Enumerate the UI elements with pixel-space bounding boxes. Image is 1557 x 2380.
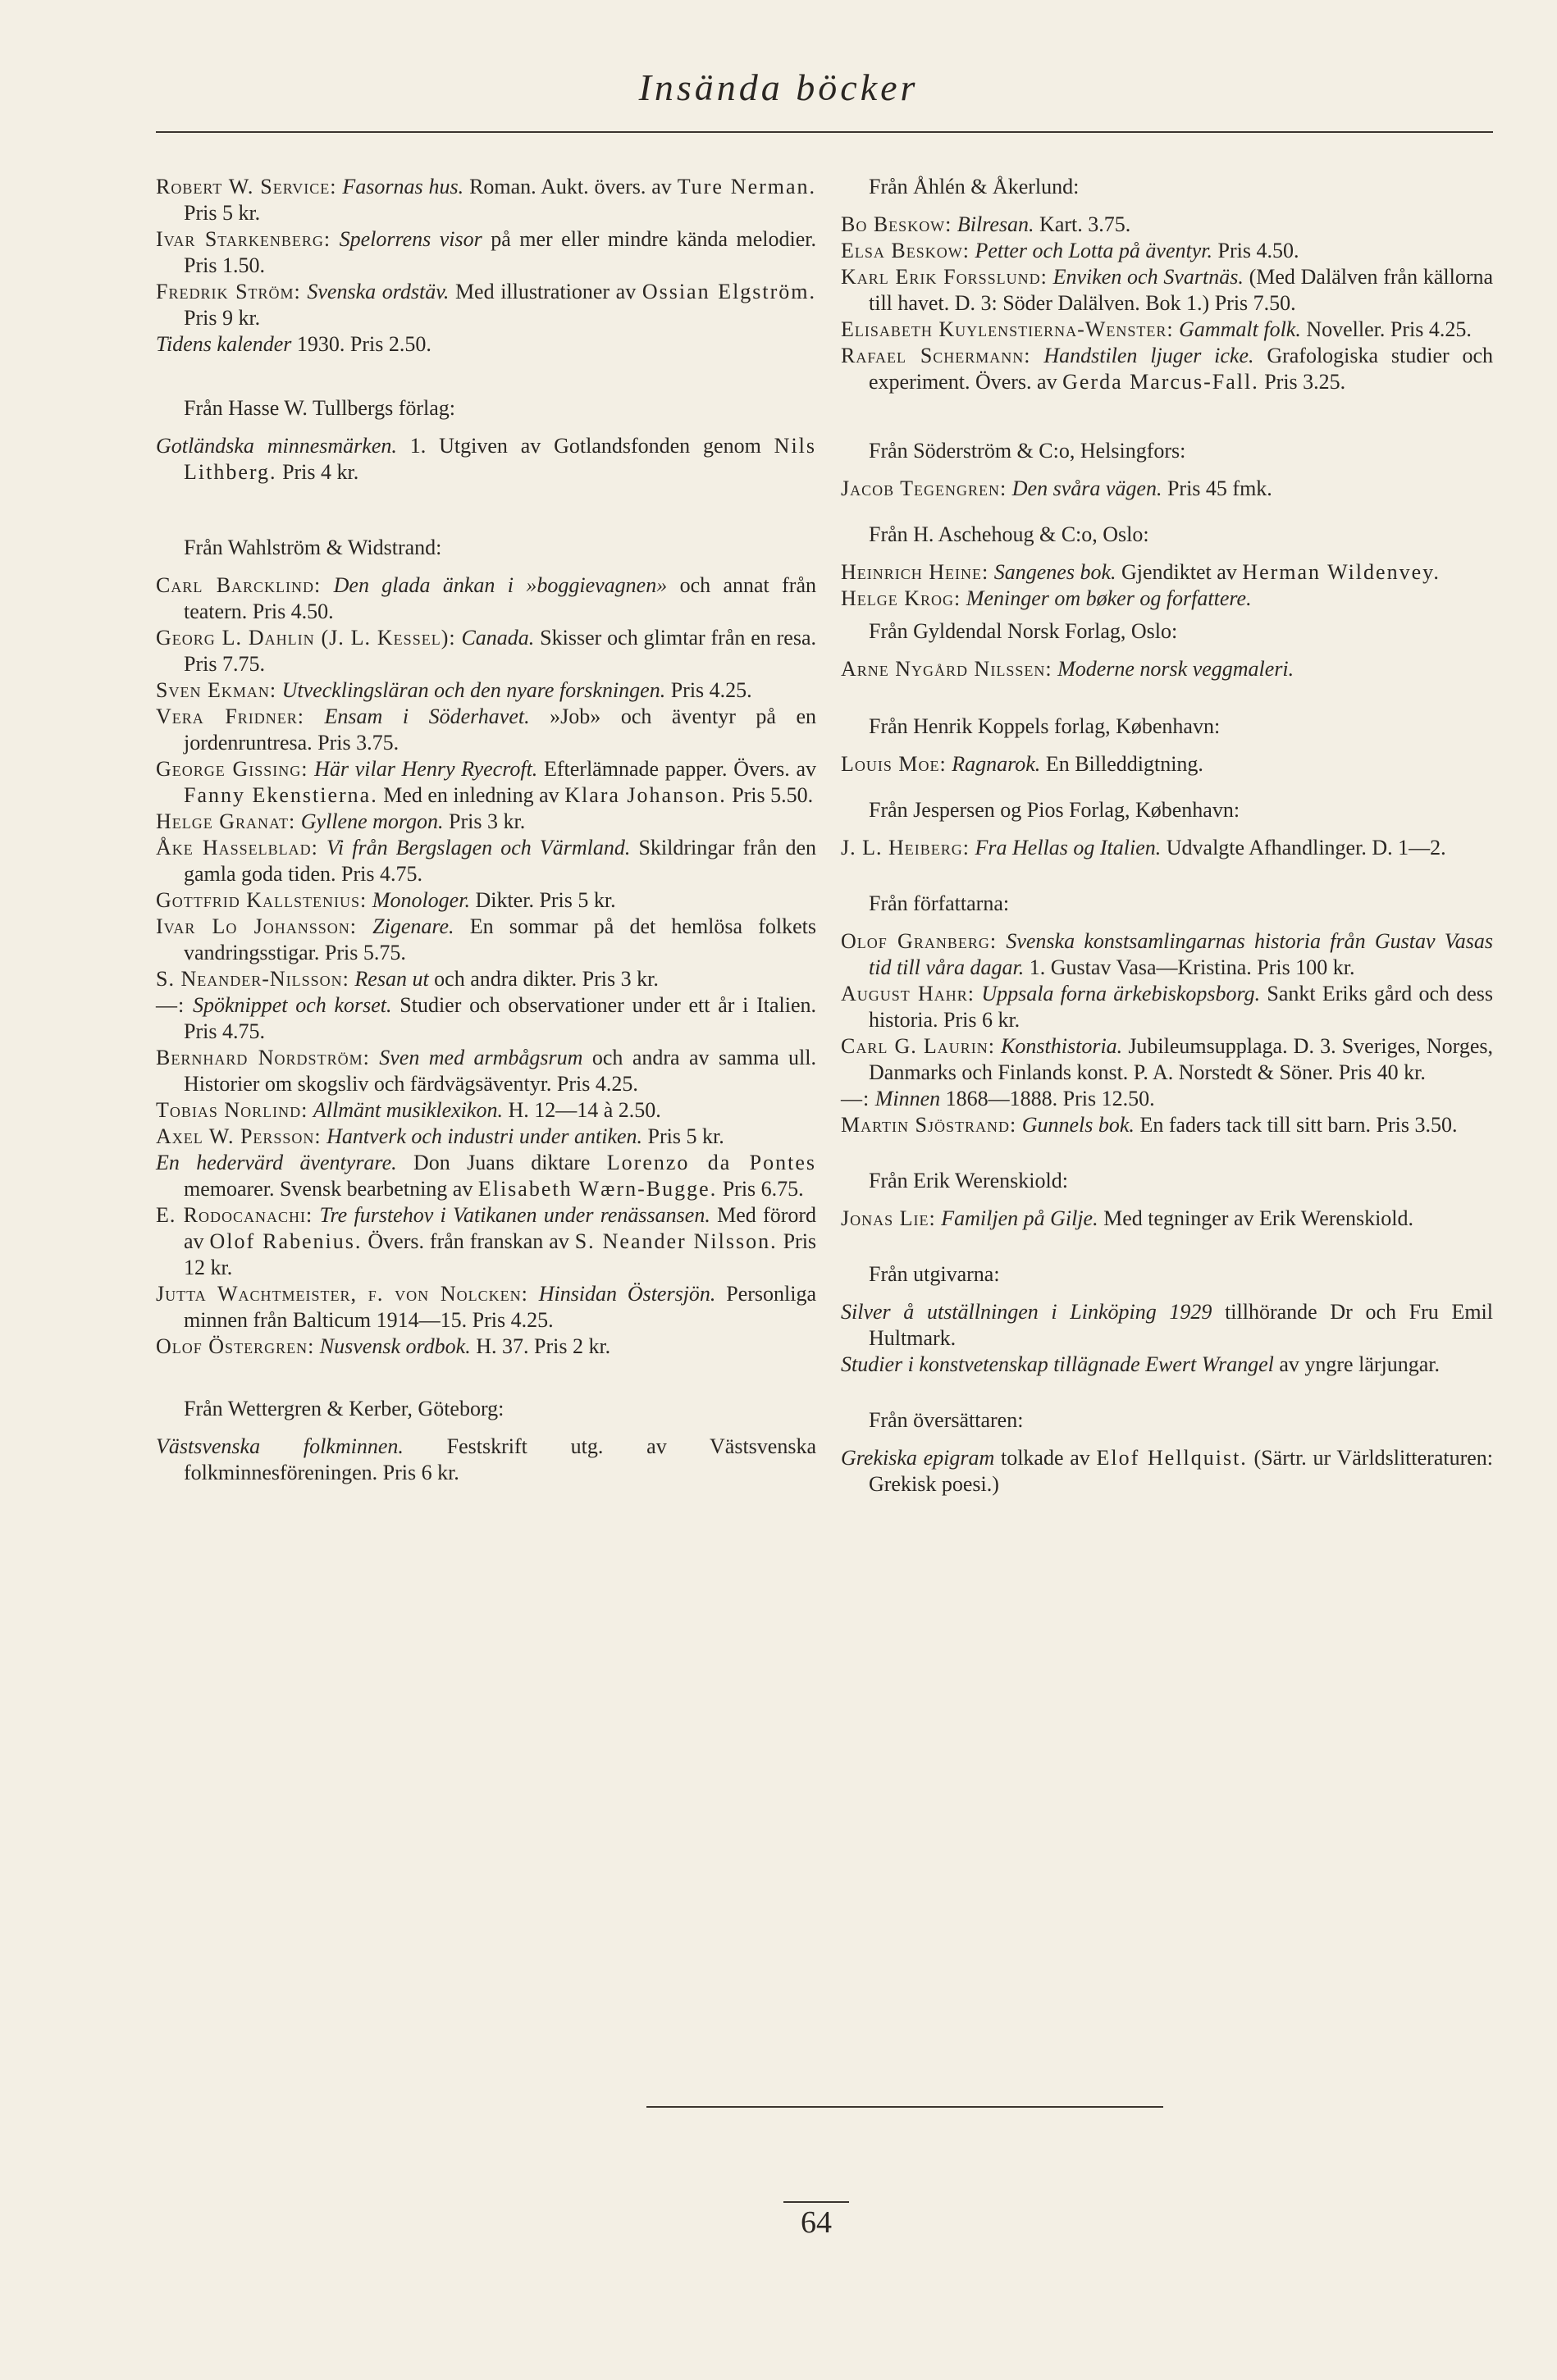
book-author: Carl Barcklind: (156, 573, 322, 597)
book-author: Rafael Schermann: (841, 344, 1031, 367)
book-author: Ivar Lo Johansson: (156, 914, 357, 938)
book-details: H. 37. Pris 2 kr. (476, 1334, 611, 1358)
book-details: Dikter. Pris 5 kr. (475, 888, 616, 912)
book-entry (841, 559, 1493, 586)
publisher-heading: Från Wettergren & Kerber, Göteborg: (184, 1397, 505, 1420)
book-title: Svenska konstsamlingarnas historia från Gustav Vasas tid till våra dagar. (869, 929, 1493, 979)
book-details: En sommar på det hemlösa folkets vandringsstigar. Pris 5.75. (184, 914, 817, 964)
book-entry (156, 1045, 816, 1097)
book-details: Grafologiska studier och experiment. Övers. av (869, 344, 1493, 394)
book-details: av yngre lärjungar. (1279, 1352, 1441, 1376)
book-title: Uppsala forna ärkebiskopsborg. (981, 982, 1261, 1005)
book-entry (156, 1434, 816, 1486)
book-title: Zigenare. (372, 914, 454, 938)
book-author: Jacob Tegengren: (841, 476, 1007, 500)
book-title: Ragnarok. (952, 752, 1041, 776)
publisher-heading: Från Hasse W. Tullbergs förlag: (184, 396, 456, 420)
book-author: Elsa Beskow: (841, 239, 970, 262)
publisher-heading: Från författarna: (869, 891, 1010, 915)
book-title: Utvecklingsläran och den nyare forskningen. (281, 678, 666, 702)
book-author: August Hahr: (841, 982, 975, 1005)
page-number-rule (783, 2201, 849, 2203)
publisher-heading: Från Gyldendal Norsk Forlag, Oslo: (869, 619, 1178, 643)
book-title: Sangenes bok. (993, 560, 1116, 584)
book-author: Axel W. Persson: (156, 1124, 322, 1148)
book-details: Pris 4.50. (1217, 239, 1299, 262)
book-title: Studier i konstvetenskap tillägnade Ewert Wrangel (841, 1352, 1274, 1376)
book-title: Canada. (461, 626, 535, 650)
book-entry (841, 981, 1493, 1033)
book-details: Efterlämnade papper. Övers. av (544, 757, 817, 781)
book-title: Tidens kalender (156, 332, 292, 356)
book-author: Heinrich Heine: (841, 560, 989, 584)
book-details: »Job» och äventyr på en jordenruntresa. Pris 3.75. (184, 704, 817, 755)
book-title: Gunnels bok. (1021, 1113, 1135, 1137)
book-person: Lorenzo da Pontes (606, 1151, 816, 1174)
book-details: Studier och observationer under ett år i Italien. Pris 4.75. (184, 993, 817, 1043)
book-author: S. Neander-Nilsson: (156, 967, 349, 991)
book-person: Ture Nerman. (677, 175, 817, 198)
book-details: Sankt Eriks gård och dess historia. Pris 6 kr. (869, 982, 1494, 1032)
book-title: Spöknippet och korset. (192, 993, 392, 1017)
book-person: S. Neander Nilsson. (574, 1229, 778, 1253)
book-title: Svenska ordstäv. (307, 280, 450, 303)
page-number: 64 (801, 2205, 832, 2240)
book-author: Fredrik Ström: (156, 280, 301, 303)
book-details: Med förord av (184, 1203, 817, 1253)
book-author: Martin Sjöstrand: (841, 1113, 1017, 1137)
book-details: H. 12—14 à 2.50. (508, 1098, 661, 1122)
book-entry (156, 887, 816, 914)
book-entry (841, 928, 1493, 981)
book-title: Sven med armbågsrum (379, 1046, 583, 1069)
book-title: Handstilen ljuger icke. (1043, 344, 1254, 367)
book-details: Med en inledning av (383, 783, 559, 807)
book-details: Pris 12 kr. (184, 1229, 817, 1279)
book-title: Konsthistoria. (1001, 1034, 1123, 1058)
book-author: Jonas Lie: (841, 1206, 936, 1230)
book-title: Grekiska epigram (841, 1446, 995, 1470)
book-title: En hedervärd äventyrare. (156, 1151, 397, 1174)
book-person: Herman Wildenvey. (1242, 560, 1441, 584)
book-title: Monologer. (372, 888, 470, 912)
header-rule (156, 131, 1493, 133)
book-title: Tre furstehov i Vatikanen under renässansen. (319, 1203, 710, 1227)
page-title: Insända böcker (638, 66, 919, 108)
book-author: —: (156, 993, 185, 1017)
book-person: Elof Hellquist. (1096, 1446, 1248, 1470)
book-details: Udvalgte Afhandlinger. D. 1—2. (1166, 836, 1446, 859)
book-details: Pris 5 kr. (184, 201, 261, 225)
book-title: Minnen (874, 1087, 941, 1110)
book-entry (841, 238, 1493, 264)
book-author: Elisabeth Kuylenstierna-Wenster: (841, 317, 1174, 341)
book-person: Gerda Marcus-Fall. (1062, 370, 1259, 394)
publisher-heading: Från Söderström & C:o, Helsingfors: (869, 439, 1186, 463)
book-details: Roman. Aukt. övers. av (469, 175, 672, 198)
book-title: Bilresan. (957, 212, 1034, 236)
book-details: Med tegninger av Erik Werenskiold. (1103, 1206, 1414, 1230)
book-entry (841, 656, 1493, 682)
publisher-heading: Från utgivarna: (869, 1262, 1000, 1286)
book-person: Elisabeth Wærn-Bugge. (477, 1177, 718, 1201)
book-title: Ensam i Söderhavet. (324, 704, 530, 728)
book-title: Hantverk och industri under antiken. (326, 1124, 643, 1148)
book-details: Jubileumsupplaga. D. 3. Sveriges, Norges, Danmarks och Finlands konst. P. A. Norstedt & Söner. Pris 40 kr. (869, 1034, 1493, 1084)
book-person: Ossian Elgström. (642, 280, 817, 303)
book-title: Spelorrens visor (339, 227, 482, 251)
book-details: och andra av samma ull. Historier om skogsliv och färdvägsäventyr. Pris 4.25. (184, 1046, 816, 1096)
book-title: Allmänt musiklexikon. (313, 1098, 503, 1122)
book-entry (841, 1206, 1493, 1232)
book-author: Helge Granat: (156, 809, 296, 833)
book-entry (156, 174, 816, 226)
book-title: Den svåra vägen. (1011, 476, 1162, 500)
book-details: memoarer. Svensk bearbetning av (184, 1177, 473, 1201)
book-author: Tobias Norlind: (156, 1098, 308, 1122)
book-author: Ivar Starkenberg: (156, 227, 331, 251)
book-title: Moderne norsk veggmaleri. (1057, 657, 1294, 681)
book-details: tolkade av (1000, 1446, 1090, 1470)
book-details: Personliga minnen från Balticum 1914—15. Pris 4.25. (184, 1282, 816, 1332)
book-entry (156, 433, 816, 486)
book-entry (841, 1033, 1493, 1086)
book-details: 1868—1888. Pris 12.50. (945, 1087, 1155, 1110)
book-entry (841, 1112, 1493, 1138)
book-title: Fasornas hus. (342, 175, 464, 198)
book-entry (841, 1445, 1493, 1498)
book-person: Nils Lithberg. (184, 434, 817, 484)
book-title: Nusvensk ordbok. (319, 1334, 471, 1358)
book-details: 1. Utgiven av Gotlandsfonden genom (409, 434, 761, 458)
book-author: J. L. Heiberg: (841, 836, 970, 859)
book-author: Helge Krog: (841, 586, 961, 610)
book-entry (841, 317, 1493, 343)
book-details: Festskrift utg. av Västsvenska folkminnesföreningen. Pris 6 kr. (184, 1434, 816, 1484)
book-entry (156, 1334, 816, 1360)
book-author: Åke Hasselblad: (156, 836, 318, 859)
book-details: Don Juans diktare (413, 1151, 591, 1174)
book-details: (Särtr. ur Världslitteraturen: Grekisk poesi.) (869, 1446, 1494, 1496)
book-entry (156, 914, 816, 966)
book-entry (156, 1202, 816, 1281)
book-entry (841, 343, 1493, 395)
book-author: Sven Ekman: (156, 678, 277, 702)
publisher-heading: Från översättaren: (869, 1408, 1024, 1432)
book-entry (156, 625, 816, 677)
book-details: och annat från teatern. Pris 4.50. (184, 573, 816, 623)
book-details: (Med Dalälven från källorna till havet. D. 3: Söder Dalälven. Bok 1.) Pris 7.50. (869, 265, 1494, 315)
book-entry (156, 677, 816, 704)
book-author: Bernhard Nordström: (156, 1046, 370, 1069)
book-title: Fra Hellas og Italien. (975, 836, 1162, 859)
book-entry (156, 835, 816, 887)
book-title: Gyllene morgon. (300, 809, 444, 833)
book-author: Robert W. Service: (156, 175, 337, 198)
book-details: Pris 4 kr. (282, 460, 359, 484)
bottom-rule (646, 2106, 1163, 2108)
book-author: —: (841, 1087, 870, 1110)
book-details: Gjendiktet av (1121, 560, 1237, 584)
book-entry (841, 835, 1493, 861)
book-entry (156, 1124, 816, 1150)
book-author: Olof Granberg: (841, 929, 998, 953)
book-entry (156, 572, 816, 625)
book-author: Louis Moe: (841, 752, 947, 776)
book-details: Med illustrationer av (454, 280, 637, 303)
book-details: Kart. 3.75. (1039, 212, 1131, 236)
book-author: Arne Nygård Nilssen: (841, 657, 1052, 681)
book-entry (156, 1097, 816, 1124)
book-author: Olof Östergren: (156, 1334, 315, 1358)
book-entry (841, 751, 1493, 777)
book-entry (156, 1150, 816, 1202)
book-title: Här vilar Henry Ryecroft. (314, 757, 538, 781)
book-entry (156, 331, 816, 358)
publisher-heading: Från H. Aschehoug & C:o, Oslo: (869, 522, 1149, 546)
book-title: Vi från Bergslagen och Värmland. (326, 836, 631, 859)
book-title: Familjen på Gilje. (941, 1206, 1098, 1230)
book-author: Vera Fridner: (156, 704, 304, 728)
book-entry (841, 1352, 1493, 1378)
book-details: tillhörande Dr och Fru Emil Hultmark. (869, 1300, 1494, 1350)
book-entry (841, 1299, 1493, 1352)
book-details: 1. Gustav Vasa—Kristina. Pris 100 kr. (1029, 955, 1355, 979)
book-details: Pris 4.25. (670, 678, 752, 702)
publisher-heading: Från Jespersen og Pios Forlag, København: (869, 798, 1240, 822)
book-title: Silver å utställningen i Linköping 1929 (841, 1300, 1212, 1324)
book-entry (156, 966, 816, 992)
book-entry (841, 212, 1493, 238)
book-title: Den glada änkan i »boggievagnen» (333, 573, 668, 597)
publisher-heading: Från Erik Werenskiold: (869, 1169, 1068, 1192)
publisher-heading: Från Wahlström & Widstrand: (184, 536, 442, 559)
book-person: Olof Rabenius. (209, 1229, 363, 1253)
book-entry (156, 809, 816, 835)
book-person: Fanny Ekenstierna. (184, 783, 378, 807)
book-details: Pris 45 fmk. (1167, 476, 1272, 500)
book-entry (156, 756, 816, 809)
book-entry (156, 226, 816, 279)
book-details: Pris 5.50. (732, 783, 814, 807)
book-details: på mer eller mindre kända melodier. Pris 1.50. (184, 227, 816, 277)
book-entry (156, 1281, 816, 1334)
book-details: Skildringar från den gamla goda tiden. Pris 4.75. (184, 836, 817, 886)
book-title: Petter och Lotta på äventyr. (975, 239, 1213, 262)
book-title: Gammalt folk. (1179, 317, 1301, 341)
book-details: Pris 9 kr. (184, 306, 261, 330)
publisher-heading: Från Henrik Koppels forlag, København: (869, 714, 1221, 738)
book-author: E. Rodocanachi: (156, 1203, 313, 1227)
book-details: En faders tack till sitt barn. Pris 3.50. (1139, 1113, 1458, 1137)
book-author: Georg L. Dahlin (J. L. Kessel): (156, 626, 456, 650)
book-details: Övers. från franskan av (368, 1229, 569, 1253)
book-details: 1930. Pris 2.50. (296, 332, 431, 356)
book-person: Klara Johanson. (564, 783, 727, 807)
book-entry (841, 586, 1493, 612)
book-entry (841, 1086, 1493, 1112)
right-column (841, 174, 1493, 1498)
book-title: Meninger om bøker og forfattere. (966, 586, 1252, 610)
book-title: Västsvenska folkminnen. (156, 1434, 404, 1458)
book-author: Karl Erik Forsslund: (841, 265, 1048, 289)
book-title: Enviken och Svartnäs. (1052, 265, 1244, 289)
book-details: Pris 5 kr. (647, 1124, 724, 1148)
book-title: Gotländska minnesmärken. (156, 434, 397, 458)
book-author: Gottfrid Kallstenius: (156, 888, 368, 912)
publisher-heading: Från Åhlén & Åkerlund: (869, 175, 1080, 198)
book-author: Jutta Wachtmeister, f. von Nolcken: (156, 1282, 528, 1306)
book-details: och andra dikter. Pris 3 kr. (434, 967, 659, 991)
book-details: Pris 3 kr. (449, 809, 526, 833)
book-entry (156, 279, 816, 331)
book-title: Hinsidan Östersjön. (538, 1282, 716, 1306)
book-entry (841, 476, 1493, 502)
book-entry (156, 992, 816, 1045)
book-entry (841, 264, 1493, 317)
book-title: Resan ut (354, 967, 429, 991)
book-details: Pris 3.25. (1264, 370, 1346, 394)
book-details: Noveller. Pris 4.25. (1306, 317, 1472, 341)
book-details: Skisser och glimtar från en resa. Pris 7.75. (184, 626, 817, 676)
book-details: Pris 6.75. (722, 1177, 804, 1201)
left-column (156, 174, 816, 1486)
book-author: George Gissing: (156, 757, 308, 781)
book-entry (156, 704, 816, 756)
book-author: Carl G. Laurin: (841, 1034, 995, 1058)
book-details: En Billeddigtning. (1045, 752, 1203, 776)
book-author: Bo Beskow: (841, 212, 952, 236)
